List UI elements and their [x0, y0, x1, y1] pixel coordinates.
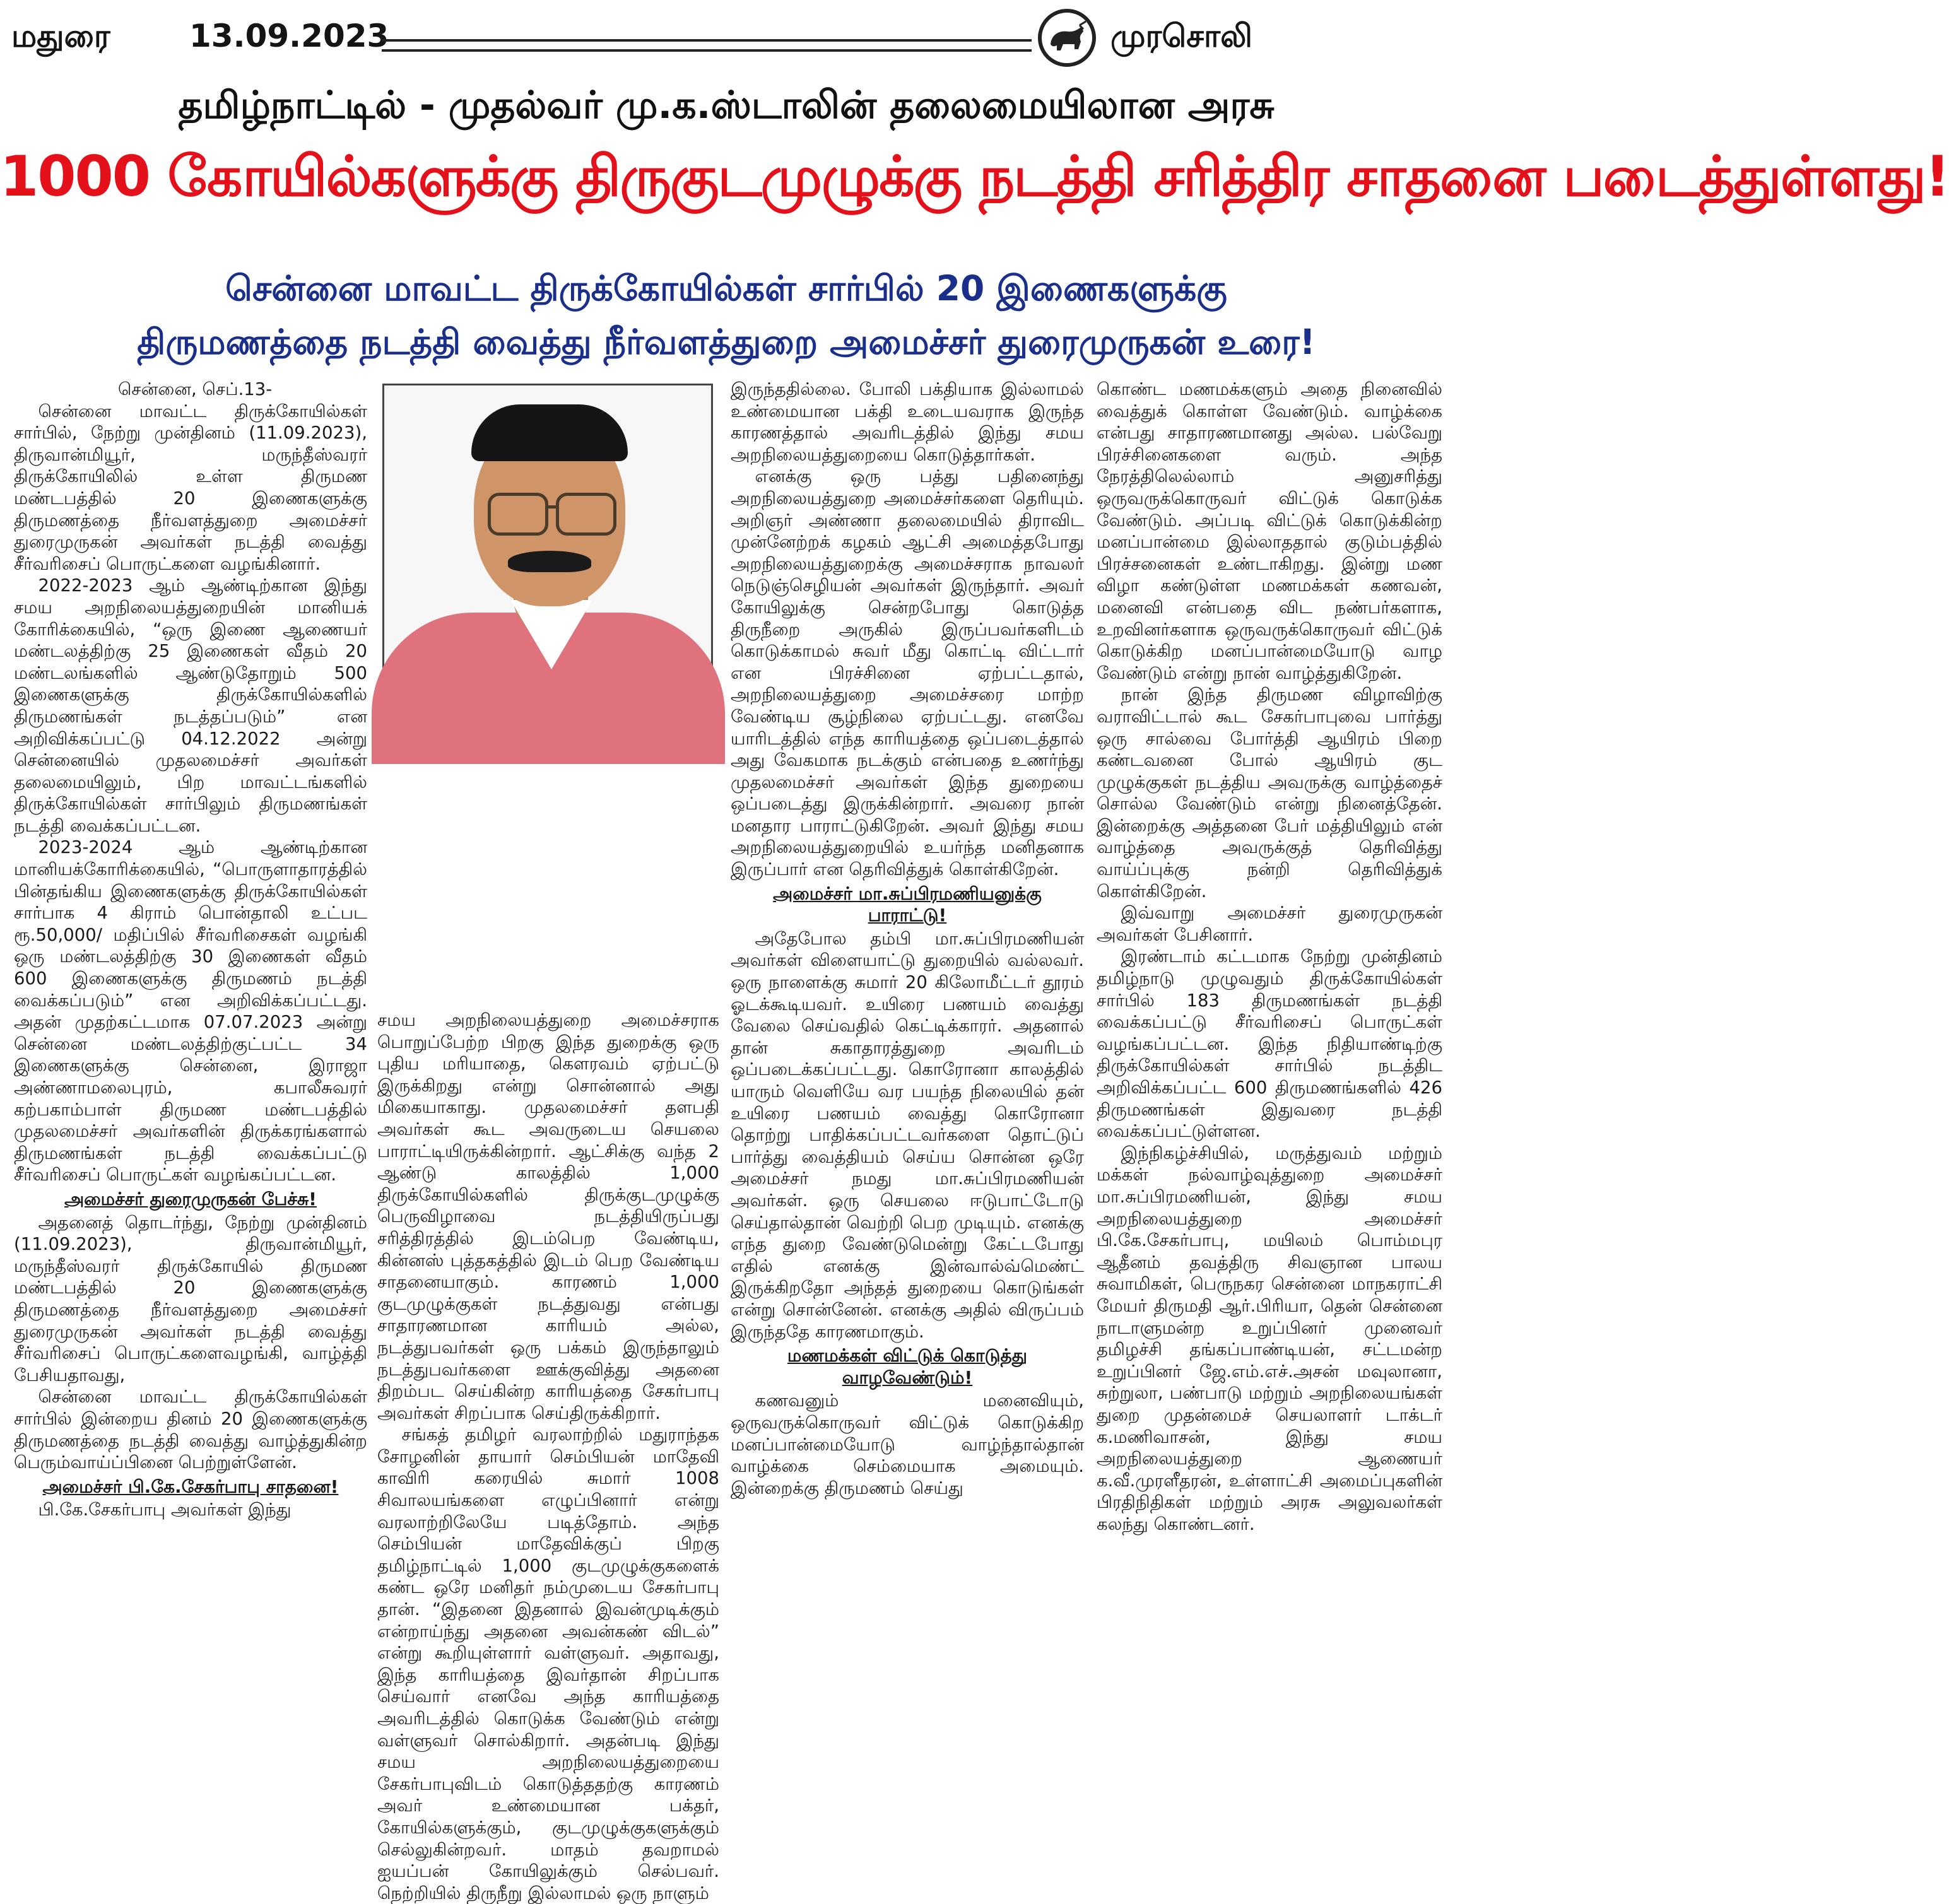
paragraph: இவ்வாறு அமைச்சர் துரைமுருகன் அவர்கள் பேசினார்.	[1097, 903, 1442, 945]
article-column-2	[377, 1009, 719, 1903]
section-heading: அமைச்சர் மா.சுப்பிரமணியனுக்கு பாராட்டு!	[773, 883, 1042, 926]
paragraph: சென்னை மாவட்ட திருக்கோயில்கள் சார்பில், நேற்று முன்தினம் (11.09.2023), திருவான்மியூர், மருந்தீஸ்வரர் திருக்கோயிலில் உள்ள திருமண மண்டபத்தில் 20 இணைகளுக்கு திருமணத்தை நீர்வளத்துறை அமைச்சர் துரைமுருகன் அவர்கள் நடத்தி வைத்து சீர்வரிசைப் பொருட்களை வழங்கினார்.	[14, 401, 367, 574]
paragraph: அதனைத் தொடர்ந்து, நேற்று முன்தினம் (11.09.2023), திருவான்மியூர், மருந்தீஸ்வரர் திருக்கோயில் திருமண மண்டபத்தில் 20 இணைகளுக்கு திருமணத்தை நீர்வளத்துறை அமைச்சர் துரைமுருகன் அவர்கள் நடத்தி வைத்து சீர்வரிசைப் பொருட்களைவழங்கி, வாழ்த்தி பேசியதாவது,	[14, 1212, 367, 1385]
masthead-rule-left	[382, 39, 1032, 52]
paragraph: கொண்ட மணமக்களும் அதை நினைவில் வைத்துக் கொள்ள வேண்டும். வாழ்க்கை என்பது சாதாரணமானது அல்ல. பல்வேறு பிரச்சினைகளை வரும். அந்த நேரத்திலெல்லாம் அனுசரித்து ஒருவருக்கொருவர் விட்டுக் கொடுக்க வேண்டும். அப்படி விட்டுக் கொடுக்கின்ற மனப்பான்மை இல்லாததால் குடும்பத்தில் பிரச்சனைகள் உண்டாகிறது. இன்று மண விழா கண்டுள்ள மணமக்கள் கணவன், மனைவி என்பதை விட நண்பர்களாக, உறவினர்களாக ஒருவருக்கொருவர் விட்டுக் கொடுக்கிற மனப்பான்மையோடு வாழ வேண்டும் என்று நான் வாழ்த்துகிறேன்.	[1097, 379, 1442, 683]
paragraph: கணவனும் மனைவியும், ஒருவருக்கொருவர் விட்டுக் கொடுக்கிற மனப்பான்மையோடு வாழ்ந்தால்தான் வாழ்க்கை செம்மையாக அமையும். இன்றைக்கு திருமணம் செய்து	[731, 1390, 1084, 1498]
paragraph: பி.கே.சேகர்பாபு அவர்கள் இந்து	[38, 1500, 291, 1520]
article-column-1	[14, 379, 367, 1881]
article-kicker: தமிழ்நாட்டில் - முதல்வர் மு.க.ஸ்டாலின் தலைமையிலான அரசு	[178, 83, 1275, 127]
paragraph: சமய அறநிலையத்துறை அமைச்சராக பொறுப்பேற்ற பிறகு இந்த துறைக்கு ஒரு புதிய மரியாதை, கௌரவம் ஏற்பட்டு இருக்கிறது என்று சொன்னால் அது மிகையாகாது. முதலமைச்சர் தளபதி அவர்கள் கூட அவருடைய செயலை பாராட்டியிருக்கின்றார். ஆட்சிக்கு வந்த 2 ஆண்டு காலத்தில் 1,000 திருக்கோயில்களில் திருக்குடமுழுக்கு பெருவிழாவை நடத்தியிருப்பது சரித்திரத்தில் இடம்பெற வேண்டிய, கின்னஸ் புத்தகத்தில் இடம் பெற வேண்டிய சாதனையாகும். காரணம் 1,000 குடமுழுக்குகள் நடத்துவது என்பது சாதாரணமான காரியம் அல்ல, நடத்துபவர்கள் ஒரு பக்கம் இருந்தாலும் நடத்துபவர்களை ஊக்குவித்து அதனை திறம்பட செய்கின்ற காரியத்தை சேகர்பாபு அவர்கள் சிறப்பாக செய்திருக்கிறார்.	[377, 1010, 719, 1423]
article-headline: 1000 கோயில்களுக்கு திருகுடமுழுக்கு நடத்தி சரித்திர சாதனை படைத்துள்ளது!	[0, 144, 1949, 209]
masthead-place: மதுரை	[11, 18, 110, 54]
masthead	[0, 0, 1452, 79]
article-deck-line-2: திருமணத்தை நடத்தி வைத்து நீர்வளத்துறை அமைச்சர் துரைமுருகன் உரை!	[137, 322, 1316, 362]
paragraph: இந்நிகழ்ச்சியில், மருத்துவம் மற்றும் மக்கள் நல்வாழ்வுத்துறை அமைச்சர் மா.சுப்பிரமணியன், இந்து சமய அறநிலையத்துறை அமைச்சர் பி.கே.சேகர்பாபு, மயிலம் பொம்மபுர ஆதீனம் தவத்திரு சிவஞான பாலய சுவாமிகள், பெருநகர சென்னை மாநகராட்சி மேயர் திருமதி ஆர்.பிரியா, தென் சென்னை நாடாளுமன்ற உறுப்பினர் முனைவர் தமிழச்சி தங்கப்பாண்டியன், சட்டமன்ற உறுப்பினர் ஜே.எம்.எச்.அசன் மவுலானா, சுற்றுலா, பண்பாடு மற்றும் அறநிலையங்கள் துறை முதன்மைச் செயலாளர் டாக்டர் க.மணிவாசன், இந்து சமய அறநிலையத்துறை ஆணையர் க.வீ.முரளீதரன், உள்ளாட்சி அமைப்புகளின் பிரதிநிதிகள் மற்றும் அரசு அலுவலர்கள் கலந்து கொண்டனர்.	[1097, 1143, 1442, 1534]
paragraph: இரண்டாம் கட்டமாக நேற்று முன்தினம் தமிழ்நாடு முழுவதும் திருக்கோயில்கள் சார்பில் 183 திருமணங்கள் நடத்தி வைக்கப்பட்டு சீர்வரிசைப் பொருட்கள் வழங்கப்பட்டன. இந்த நிதியாண்டிற்கு திருக்கோயில்கள் சார்பில் நடத்திட அறிவிக்கப்பட்ட 600 திருமணங்களில் 426 திருமணங்கள் இதுவரை நடத்தி வைக்கப்பட்டுள்ளன.	[1097, 946, 1442, 1142]
paragraph: நான் இந்த திருமண விழாவிற்கு வராவிட்டால் கூட சேகர்பாபுவை பார்த்து ஒரு சால்வை போர்த்தி ஆயிரம் பிறை கண்டவனை போல் ஆயிரம் குட முழுக்குகள் நடத்திய அவருக்கு வாழ்த்தைச் சொல்ல வேண்டும் என்று நினைத்தேன். இன்றைக்கு அத்தனை பேர் மத்தியிலும் என் வாழ்த்தை அவருக்குத் தெரிவித்து வாய்ப்புக்கு நன்றி தெரிவித்துக் கொள்கிறேன்.	[1097, 685, 1442, 902]
paragraph: எனக்கு ஒரு பத்து பதினைந்து அறநிலையத்துறை அமைச்சர்களை தெரியும். அறிஞர் அண்ணா தலைமையில் திராவிட முன்னேற்றக் கழகம் ஆட்சி அமைத்தபோது அறநிலையத்துறைக்கு அமைச்சராக நாவலர் நெடுஞ்செழியன் அவர்கள் இருந்தார். அவர் கோயிலுக்கு சென்றபோது கொடுத்த திருநீறை அருகில் இருப்பவர்களிடம் கொடுக்காமல் சுவர் மீது கொட்டி விட்டார் என பிரச்சினை ஏற்பட்டதால், அறநிலையத்துறை அமைச்சரை மாற்ற வேண்டிய சூழ்நிலை ஏற்பட்டது. எனவே யாரிடத்தில் எந்த காரியத்தை ஒப்படைத்தால் அது வேகமாக நடக்கும் என்பதை உணர்ந்து முதலமைச்சர் அவர்கள் இந்த துறையை ஒப்படைத்து இருக்கின்றார். அவரை நான் மனதார பாராட்டுகிறேன். அவர் இந்து சமய அறநிலையத்துறையில் உயர்ந்த மனிதனாக இருப்பார் என தெரிவித்துக் கொள்கிறேன்.	[731, 466, 1084, 880]
section-heading: மணமக்கள் விட்டுக் கொடுத்து வாழவேண்டும்!	[787, 1345, 1028, 1388]
paragraph: 2022-2023 ஆம் ஆண்டிற்கான இந்து சமய அறநிலையத்துறையின் மானியக் கோரிக்கையில், “ஒரு இணை ஆணையர் மண்டலத்திற்கு 25 இணைகள் வீதம் 20 மண்டலங்களில் ஆண்டுதோறும் 500 இணைகளுக்கு திருக்கோயில்களில் திருமணங்கள் நடத்தப்படும்” என அறிவிக்கப்பட்டு 04.12.2022 அன்று சென்னையில் முதலமைச்சர் அவர்கள் தலைமையிலும், பிற மாவட்டங்களில் திருக்கோயில்கள் சார்பிலும் திருமணங்கள் நடத்தி வைக்கப்பட்டன.	[14, 575, 367, 836]
paragraph: 2023-2024 ஆம் ஆண்டிற்கான மானியக்கோரிக்கையில், “பொருளாதாரத்தில் பின்தங்கிய இணைகளுக்கு திருக்கோயில்கள் சார்பாக 4 கிராம் பொன்தாலி உட்பட ரூ.50,000/ மதிப்பில் சீர்வரிசைகள் வழங்கி ஒரு மண்டலத்திற்கு 30 இணைகள் வீதம் 600 இணைகளுக்கு திருமணம் நடத்தி வைக்கப்படும்” என அறிவிக்கப்பட்டது. அதன் முதற்கட்டமாக 07.07.2023 அன்று சென்னை மண்டலத்திற்குட்பட்ட 34 இணைகளுக்கு சென்னை, இராஜா அண்ணாமலைபுரம், கபாலீசுவரர் கற்பகாம்பாள் திருமண மண்டபத்தில் முதலமைச்சர் அவர்களின் திருக்கரங்களால் திருமணங்கள் நடத்தி வைக்கப்பட்டு சீர்வரிசைப் பொருட்கள் வழங்கப்பட்டன.	[14, 837, 367, 1185]
paragraph: சென்னை மாவட்ட திருக்கோயில்கள் சார்பில் இன்றைய தினம் 20 இணைகளுக்கு திருமணத்தை நடத்தி வைத்து வாழ்த்துகின்ற பெரும்வாய்ப்பினை பெற்றுள்ளேன்.	[14, 1387, 367, 1473]
paragraph: சங்கத் தமிழர் வரலாற்றில் மதுராந்தக சோழனின் தாயார் செம்பியன் மாதேவி காவிரி கரையில் சுமார் 1008 சிவாலயங்களை எழுப்பினார் என்று வரலாற்றிலேயே படித்தோம். அந்த செம்பியன் மாதேவிக்குப் பிறகு தமிழ்நாட்டில் 1,000 குடமுழுக்குகளைக் கண்ட ஒரே மனிதர் நம்முடைய சேகர்பாபு தான். “இதனை இதனால் இவன்முடிக்கும் என்றாய்ந்து அதனை அவன்கண் விடல்” என்று கூறியுள்ளார் வள்ளுவர். அதாவது, இந்த காரியத்தை இவர்தான் சிறப்பாக செய்வார் எனவே அந்த காரியத்தை அவரிடத்தில் கொடுக்க வேண்டும் என்று வள்ளுவர் சொல்கிறார். அதன்படி இந்து சமய அறநிலையத்துறையை சேகர்பாபுவிடம் கொடுத்ததற்கு காரணம் அவர் உண்மையான பக்தர், கோயில்களுக்கும், குடமுழுக்குகளுக்கும் செல்லுகின்றவர். மாதம் தவறாமல் ஐயப்பன் கோயிலுக்கும் செல்பவர். நெற்றியில் திருநீறு இல்லாமல் ஒரு நாளும்	[377, 1425, 719, 1903]
article-deck-line-1: சென்னை மாவட்ட திருக்கோயில்கள் சார்பில் 20 இணைகளுக்கு	[225, 268, 1227, 309]
dateline: சென்னை, செப்.13-	[118, 379, 273, 399]
masthead-paper-name: முரசொலி	[1110, 18, 1252, 54]
masthead-date: 13.09.2023	[189, 18, 389, 54]
article-column-3	[731, 379, 1084, 1881]
paragraph: இருந்ததில்லை. போலி பக்தியாக இல்லாமல் உண்மையான பக்தி உடையவராக இருந்த காரணத்தால் அவரிடத்தில் இந்து சமய அறநிலையத்துறையை கொடுத்தார்கள்.	[731, 379, 1084, 465]
paragraph: அதேபோல தம்பி மா.சுப்பிரமணியன் அவர்கள் விளையாட்டு துறையில் வல்லவர். ஒரு நாளைக்கு சுமார் 20 கிலோமீட்டர் தூரம் ஓடக்கூடியவர். உயிரை பணயம் வைத்து வேலை செய்வதில் கெட்டிக்காரர். அதனால் தான் சுகாதாரத்துறை அவரிடம் ஒப்படைக்கப்பட்டது. கொரோனா காலத்தில் யாரும் வெளியே வர பயந்த நிலையில் தன் உயிரை பணயம் வைத்து கொரோனா தொற்று பாதிக்கப்பட்டவர்களை தொட்டுப் பார்த்து வைத்தியம் செய்ய சொன்ன ஒரே அமைச்சர் நமது மா.சுப்பிரமணியன் அவர்கள். ஒரு செயலை ஈடுபாட்டோடு செய்தால்தான் வெற்றி பெற முடியும். எனக்கு எந்த துறை வேண்டுமென்று கேட்டபோது எதில் எனக்கு இன்வால்வ்மெண்ட் இருக்கிறதோ அந்தத் துறையை கொடுங்கள் என்று சொன்னேன். எனக்கு அதில் விருப்பம் இருந்ததே காரணமாகும்.	[731, 928, 1084, 1342]
article-body	[0, 379, 1452, 1903]
section-heading: அமைச்சர் துரைமுருகன் பேச்சு!	[64, 1188, 317, 1209]
article-column-4	[1097, 379, 1442, 1881]
section-heading: அமைச்சர் பி.கே.சேகர்பாபு சாதனை!	[42, 1476, 339, 1497]
bull-emblem-icon	[1038, 9, 1096, 67]
